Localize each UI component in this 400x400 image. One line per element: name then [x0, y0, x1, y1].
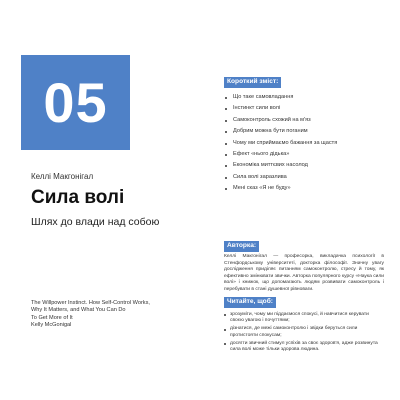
original-title-block	[31, 300, 191, 330]
summary-item: Ефект «нього дідька»	[224, 149, 384, 160]
summary-item: Економіка миттєвих насолод	[224, 160, 384, 171]
reasons-list	[224, 312, 384, 353]
chapter-number: 05	[43, 70, 108, 134]
author-section	[224, 234, 384, 293]
reason-item: досягти звичний стимул успіхів за своє здоров'я, адже розвинута сила волі може тільки здорова людина.	[224, 341, 384, 354]
author-label: Авторка:	[224, 241, 259, 252]
summary-item: Що таке самовладання	[224, 92, 384, 103]
reason-item: дізнатися, де межі самоконтролю і звідки беруться сили протистояти спокусам;	[224, 326, 384, 339]
summary-item: Добрим можна бути поганим	[224, 126, 384, 137]
original-author: Kelly McGonigal	[31, 322, 72, 329]
book-author: Келлі Макгонігал	[31, 172, 94, 181]
reason-item: зрозуміти, чому ми піддаємося спокусі, й навчитися керувати своєю увагою і почуттями;	[224, 312, 384, 325]
summary-item: Чому ми сприймаємо бажання за щастя	[224, 138, 384, 149]
reasons-section	[224, 290, 384, 355]
book-subtitle: Шлях до влади над собою	[31, 216, 160, 228]
chapter-number-box	[21, 55, 130, 150]
summary-list	[224, 92, 384, 195]
summary-label: Короткий зміст:	[224, 77, 281, 88]
summary-item: Інстинкт сили волі	[224, 103, 384, 114]
original-title-line: To Get More of It	[31, 314, 73, 321]
author-bio: Келлі Макгонігал — професорка, викладачка психології в Стенфордському університеті, докторка філософії. Значну увагу дослідження приділяє питанням самоконтролю, стресу й тому, як ефективно змінювати звички. Авторка популярного курсу «Наука сили волі» і книжок, що допомагають людям розвивати самоконтроль і перебувати в стані душевної рівноваги.	[224, 254, 384, 292]
summary-item: Самоконтроль схожий на м'яз	[224, 115, 384, 126]
book-title: Сила волі	[31, 187, 125, 208]
reasons-label: Читайте, щоб:	[224, 297, 276, 308]
summary-item: Сила волі заразлива	[224, 172, 384, 183]
original-title-line: The Willpower Instinct. How Self-Control Works,	[31, 300, 150, 306]
original-title-line: Why It Matters, and What You Can Do	[31, 307, 126, 314]
summary-item: Мені сказ «Я не буду»	[224, 183, 384, 194]
summary-section	[224, 70, 384, 195]
